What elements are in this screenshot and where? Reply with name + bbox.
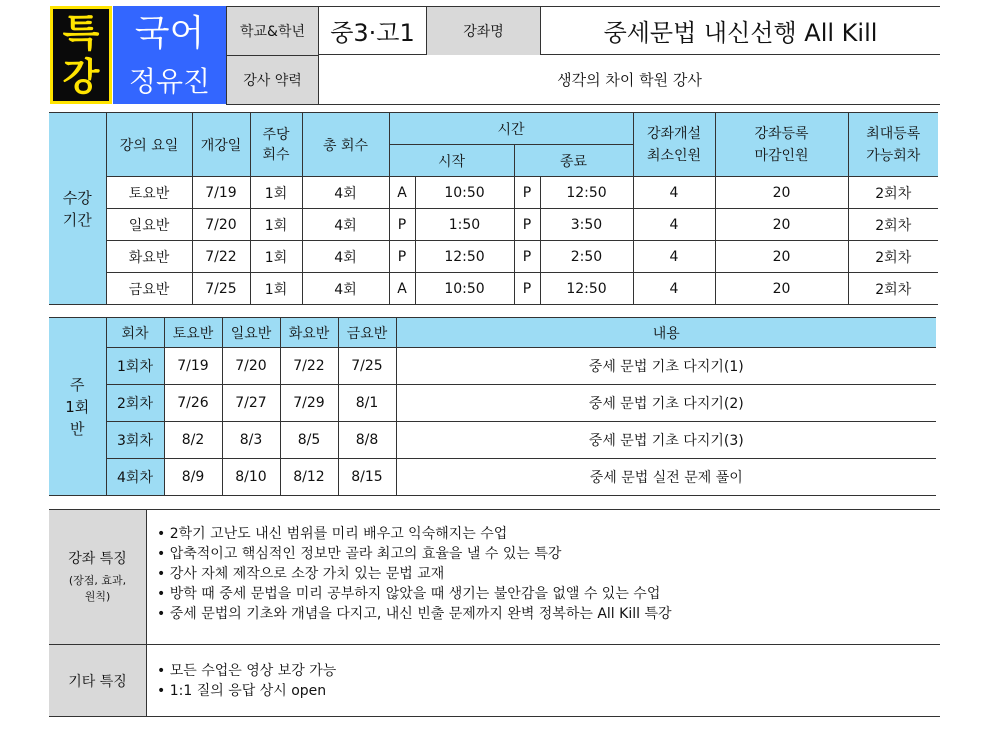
schedule-row [49,177,938,209]
feature-item: • 2학기 고난도 내신 범위를 미리 배우고 익숙해지는 수업 [157,524,672,544]
cell: 12:50 [540,177,633,209]
cell: 중세 문법 기초 다지기(3) [396,422,936,459]
cell: 중세 문법 기초 다지기(2) [396,385,936,422]
cell: 중세 문법 기초 다지기(1) [396,348,936,385]
cell: 1회 [250,209,302,241]
cell: 4 [633,273,715,305]
badge-bottom: 강 [62,55,100,99]
cell: 2회차 [848,209,938,241]
weekly-row [49,348,936,385]
header-time-start: 시작 [389,145,514,177]
cell: 4 [633,209,715,241]
cell: 1회 [250,273,302,305]
profile-label-text: 강사 약력 [243,73,302,89]
features-label: 강좌 특징 [68,551,127,567]
header-top-line [226,6,940,7]
cell: P [514,209,540,241]
cell: 1회 [250,241,302,273]
cell: 중세 문법 실전 문제 풀이 [396,459,936,496]
cell: 12:50 [540,273,633,305]
header-start-date: 개강일 [192,113,250,177]
header-time: 시간 [389,113,633,145]
cell: 12:50 [415,241,514,273]
cell: 금요반 [106,273,192,305]
cell: 2회차 [106,385,164,422]
header-deadline: 강좌등록 마감인원 [715,113,848,177]
cell: 4회 [302,177,389,209]
special-badge [50,6,112,104]
badge-top: 특 [62,11,100,55]
cell: A [389,177,415,209]
cell: 4 [633,241,715,273]
cell: 7/27 [222,385,280,422]
weekly-row [49,385,936,422]
header-day: 강의 요일 [106,113,192,177]
cell: 8/5 [280,422,338,459]
header-weekly: 주당 회수 [250,113,302,177]
cell: 4회 [302,241,389,273]
cell: 8/10 [222,459,280,496]
subject-box [113,6,226,55]
profile-value [318,55,940,104]
cell: 8/1 [338,385,396,422]
weekly-header: 일요반 [222,318,280,348]
header-max: 최대등록 가능회차 [848,113,938,177]
weekly-header: 토요반 [164,318,222,348]
profile-label [226,55,318,104]
course-name-value-text: 중세문법 내신선행 All Kill [603,18,878,47]
cell: 8/3 [222,422,280,459]
cell: 2회차 [848,177,938,209]
cell: 3:50 [540,209,633,241]
school-grade-value [318,6,426,55]
cell: 1:50 [415,209,514,241]
school-grade-label-text: 학교&학년 [239,23,305,40]
cell: 4 [633,177,715,209]
cell: 8/9 [164,459,222,496]
cell: A [389,273,415,305]
cell: P [514,177,540,209]
cell: 7/26 [164,385,222,422]
cell: 8/15 [338,459,396,496]
other-label-cell [49,645,147,716]
cell: 토요반 [106,177,192,209]
course-name-value [540,6,940,55]
cell: 7/25 [338,348,396,385]
cell: 8/8 [338,422,396,459]
header-bottom-line [226,104,940,105]
weekly-header: 화요반 [280,318,338,348]
cell: 2회차 [848,241,938,273]
cell: 1회 [250,177,302,209]
feature-item: • 압축적이고 핵심적인 정보만 골라 최고의 효율을 낼 수 있는 특강 [157,544,672,564]
cell: 8/12 [280,459,338,496]
cell: 2회차 [848,273,938,305]
weekly-row [49,459,936,496]
cell: 7/20 [192,209,250,241]
feature-item: • 방학 때 중세 문법을 미리 공부하지 않았을 때 생기는 불안감을 없앨 수 있는 수업 [157,584,672,604]
cell: 7/25 [192,273,250,305]
features-sublabel: (장점, 효과, 원칙) [68,574,127,603]
cell: 10:50 [415,177,514,209]
schedule-table [49,112,938,305]
cell: 7/22 [192,241,250,273]
schedule-row [49,209,938,241]
cell: 20 [715,177,848,209]
other-section [49,645,940,717]
cell: 20 [715,241,848,273]
other-item: • 1:1 질의 응답 상시 open [157,681,336,701]
feature-item: • 중세 문법의 기초와 개념을 다지고, 내신 빈출 문제까지 완벽 정복하는 All Kill 특강 [157,604,672,624]
header-time-end: 종료 [514,145,633,177]
course-name-label [426,6,540,55]
cell: 4회 [302,273,389,305]
cell: 4회차 [106,459,164,496]
cell: P [389,209,415,241]
school-grade-value-text: 중3·고1 [330,18,415,47]
cell: 일요반 [106,209,192,241]
cell: 7/20 [222,348,280,385]
features-section [49,509,940,645]
cell: 7/19 [164,348,222,385]
course-name-label-text: 강좌명 [463,23,504,40]
cell: 1회차 [106,348,164,385]
cell: 7/22 [280,348,338,385]
header-min: 강좌개설 최소인원 [633,113,715,177]
cell: 10:50 [415,273,514,305]
other-item: • 모든 수업은 영상 보강 가능 [157,661,336,681]
cell: 7/19 [192,177,250,209]
teacher-name: 정유진 [128,64,211,98]
schedule-row [49,273,938,305]
other-label: 기타 특징 [68,673,127,690]
schedule-row [49,241,938,273]
cell: P [514,241,540,273]
cell: 7/29 [280,385,338,422]
weekly-header: 내용 [396,318,936,348]
features-list [157,524,672,624]
cell: 20 [715,273,848,305]
cell: 20 [715,209,848,241]
cell: P [389,241,415,273]
weekly-table [49,317,936,496]
weekly-header: 회차 [106,318,164,348]
feature-item: • 강사 자체 제작으로 소장 가치 있는 문법 교재 [157,564,672,584]
subject-name: 국어 [134,13,205,54]
teacher-box [113,55,226,104]
profile-value-text: 생각의 차이 학원 강사 [557,71,702,89]
features-label-cell [49,510,147,644]
weekly-row [49,422,936,459]
cell: 4회 [302,209,389,241]
weekly-section-label: 주 1회 반 [49,318,106,496]
cell: 2:50 [540,241,633,273]
header-total: 총 회수 [302,113,389,177]
schedule-section-label: 수강 기간 [49,113,106,305]
cell: P [514,273,540,305]
weekly-header: 금요반 [338,318,396,348]
cell: 3회차 [106,422,164,459]
other-list [157,661,336,701]
cell: 8/2 [164,422,222,459]
cell: 화요반 [106,241,192,273]
school-grade-label [226,6,318,55]
